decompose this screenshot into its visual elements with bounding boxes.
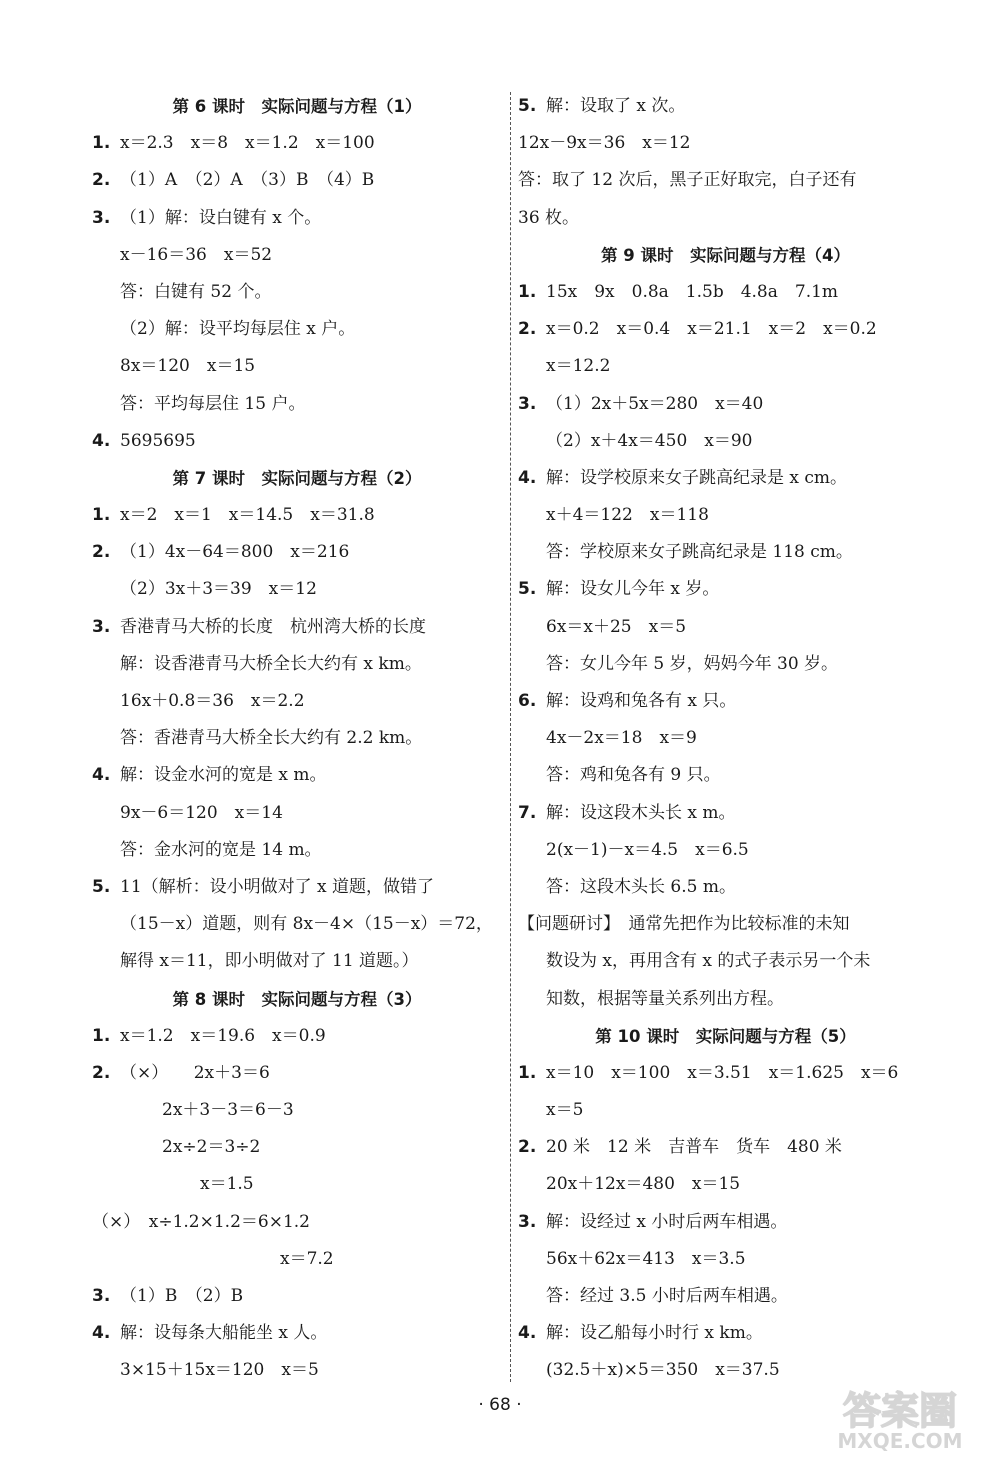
answer-text: 20x＋12x＝480 x＝15 <box>546 1174 741 1195</box>
answer-line <box>518 497 933 534</box>
answer-line <box>518 88 933 125</box>
question-number: 3. <box>92 207 111 228</box>
answer-line <box>518 1278 933 1315</box>
answer-text: 答：金水河的宽是 14 m。 <box>120 839 322 860</box>
answer-text: 答：学校原来女子跳高纪录是 118 cm。 <box>546 542 853 563</box>
answer-text: 4x－2x＝18 x＝9 <box>546 728 697 749</box>
watermark-text: 答案圈 <box>842 1389 958 1433</box>
answer-line <box>518 1092 933 1129</box>
answer-line <box>92 237 502 274</box>
question-number: 2. <box>518 319 537 340</box>
answer-line <box>518 460 933 497</box>
answer-line <box>92 1092 502 1129</box>
answer-line <box>92 943 502 980</box>
answer-text: x－16＝36 x＝52 <box>120 244 273 265</box>
question-number: 5. <box>518 96 537 116</box>
answer-line <box>518 609 933 646</box>
answer-line <box>518 1204 933 1241</box>
answer-line <box>92 348 502 385</box>
answer-line <box>92 200 502 237</box>
answer-text: 15x 9x 0.8a 1.5b 4.8a 7.1m <box>546 281 839 302</box>
answer-line <box>518 832 933 869</box>
question-number: 5. <box>92 876 111 897</box>
column-divider <box>510 92 511 1382</box>
question-number: 2. <box>92 170 111 191</box>
section-heading: 第 7 课时 实际问题与方程（2） <box>172 468 422 488</box>
answer-line <box>518 311 933 348</box>
answer-text: 答：女儿今年 5 岁，妈妈今年 30 岁。 <box>546 653 839 674</box>
answer-text: 答：这段木头长 6.5 m。 <box>546 876 736 897</box>
answer-text: 答：白键有 52 个。 <box>120 281 272 302</box>
answer-line <box>518 646 933 683</box>
answer-text: 解：设鸡和兔各有 x 只。 <box>546 691 737 711</box>
answer-line <box>92 609 502 646</box>
answer-text: 解：设金水河的宽是 x m。 <box>120 765 327 786</box>
answer-line <box>518 423 933 460</box>
answer-line <box>92 423 502 460</box>
answer-text: 3×15＋15x＝120 x＝5 <box>120 1360 319 1381</box>
answer-line <box>92 1129 502 1166</box>
answer-text: x＝1.5 <box>200 1174 254 1195</box>
question-number: 5. <box>518 579 537 600</box>
answer-line <box>92 1315 502 1352</box>
answer-line <box>518 1129 933 1166</box>
answer-text: x＝7.2 <box>280 1248 334 1269</box>
answer-line <box>92 534 502 571</box>
answer-text: x＝10 x＝100 x＝3.51 x＝1.625 x＝6 <box>546 1062 899 1083</box>
question-number: 4. <box>518 1323 537 1344</box>
answer-text: 2x÷2＝3÷2 <box>162 1137 261 1158</box>
answer-line <box>92 757 502 794</box>
question-number: 2. <box>92 1062 111 1083</box>
answer-text: 36 枚。 <box>518 207 580 228</box>
section-heading: 第 8 课时 实际问题与方程（3） <box>172 989 422 1009</box>
question-number: 4. <box>92 765 111 786</box>
answer-line <box>518 386 933 423</box>
answer-line <box>92 1166 502 1203</box>
answer-line <box>518 162 933 199</box>
answer-text: 2x＋3－3＝6－3 <box>162 1100 294 1121</box>
answer-line <box>92 720 502 757</box>
answer-text: 解：设每条大船能坐 x 人。 <box>120 1323 328 1344</box>
question-number: 3. <box>92 1286 111 1306</box>
answer-line <box>92 386 502 423</box>
answer-text: （1）2x＋5x＝280 x＝40 <box>546 393 764 414</box>
question-number: 7. <box>518 802 537 823</box>
answer-line <box>518 1241 933 1278</box>
answer-text: (32.5＋x)×5＝350 x＝37.5 <box>546 1360 780 1381</box>
answer-text: 16x＋0.8＝36 x＝2.2 <box>120 691 305 711</box>
answer-line <box>518 869 933 906</box>
answer-text: 2(x－1)－x＝4.5 x＝6.5 <box>546 839 749 860</box>
right-column <box>518 88 933 1390</box>
section-heading: 第 10 课时 实际问题与方程（5） <box>595 1026 856 1046</box>
answer-line <box>92 1018 502 1055</box>
answer-text: x＋4＝122 x＝118 <box>546 505 709 526</box>
answer-text: 11（解析：设小明做对了 x 道题，做错了 <box>120 876 435 897</box>
question-number: 3. <box>92 616 111 637</box>
answer-text: 解：设这段木头长 x m。 <box>546 802 736 823</box>
answer-line <box>518 274 933 311</box>
left-column <box>92 88 502 1390</box>
answer-text: 6x＝x＋25 x＝5 <box>546 616 687 637</box>
answer-text: 解：设经过 x 小时后两车相遇。 <box>546 1211 788 1232</box>
answer-text: x＝2 x＝1 x＝14.5 x＝31.8 <box>120 505 375 526</box>
answer-text: 答：平均每层住 15 户。 <box>120 393 306 414</box>
answer-text: 20 米 12 米 吉普车 货车 480 米 <box>546 1137 842 1158</box>
answer-line <box>92 274 502 311</box>
answer-text: （15－x）道题，则有 8x－4×（15－x）＝72， <box>120 914 493 935</box>
answer-line <box>518 125 933 162</box>
answer-text: 答：经过 3.5 小时后两车相遇。 <box>546 1286 788 1306</box>
answer-line <box>92 795 502 832</box>
answer-text: x＝12.2 <box>546 356 611 377</box>
answer-text: 知数，根据等量关系列出方程。 <box>546 988 784 1009</box>
answer-line <box>518 757 933 794</box>
question-number: 3. <box>518 1211 537 1232</box>
page-number: · 68 · <box>478 1395 522 1415</box>
answer-text: 8x＝120 x＝15 <box>120 356 256 377</box>
question-number: 1. <box>92 505 111 526</box>
answer-text: 12x－9x＝36 x＝12 <box>518 133 691 154</box>
answer-line <box>518 1315 933 1352</box>
question-number: 1. <box>92 1025 111 1046</box>
question-number: 1. <box>518 281 537 302</box>
answer-line <box>92 906 502 943</box>
answer-text: 56x＋62x＝413 x＝3.5 <box>546 1248 746 1269</box>
answer-text: x＝2.3 x＝8 x＝1.2 x＝100 <box>120 133 375 154</box>
answer-text: 9x－6＝120 x＝14 <box>120 802 283 823</box>
answer-text: x＝0.2 x＝0.4 x＝21.1 x＝2 x＝0.2 <box>546 319 877 340</box>
answer-text: 解：设乙船每小时行 x km。 <box>546 1323 763 1344</box>
answer-text: （1）4x－64＝800 x＝216 <box>120 542 350 563</box>
answer-line <box>92 1352 502 1389</box>
answer-line <box>518 348 933 385</box>
answer-line <box>92 162 502 199</box>
answer-line <box>518 981 933 1018</box>
answer-text: （1）B （2）B <box>120 1286 244 1306</box>
answer-line <box>518 943 933 980</box>
answer-line <box>518 534 933 571</box>
answer-line <box>92 646 502 683</box>
answer-text: x＝5 <box>546 1100 584 1121</box>
answer-line <box>518 720 933 757</box>
answer-line <box>518 683 933 720</box>
answer-line <box>92 1204 502 1241</box>
question-number: 1. <box>518 1062 537 1083</box>
answer-text: 解：设取了 x 次。 <box>546 96 686 116</box>
answer-text: 答：取了 12 次后，黑子正好取完，白子还有 <box>518 170 857 191</box>
answer-text: 解：设女儿今年 x 岁。 <box>546 579 720 600</box>
question-number: 1. <box>92 133 111 154</box>
answer-text: （2）3x＋3＝39 x＝12 <box>120 579 317 600</box>
answer-text: （1）解：设白键有 x 个。 <box>120 207 322 228</box>
section-heading: 第 6 课时 实际问题与方程（1） <box>172 97 422 116</box>
watermark-logo <box>813 1382 988 1454</box>
answer-text: （2）x＋4x＝450 x＝90 <box>546 430 753 451</box>
section-heading: 第 9 课时 实际问题与方程（4） <box>601 245 850 265</box>
answer-line <box>92 311 502 348</box>
question-number: 6. <box>518 691 537 711</box>
answer-text: （×） x÷1.2×1.2＝6×1.2 <box>92 1211 310 1232</box>
answer-text: （×） 2x＋3＝6 <box>120 1062 270 1083</box>
answer-line <box>518 1166 933 1203</box>
answer-text: 答：鸡和兔各有 9 只。 <box>546 765 721 786</box>
answer-line <box>518 795 933 832</box>
question-number: 2. <box>518 1137 537 1158</box>
answer-line <box>92 125 502 162</box>
question-number: 2. <box>92 542 111 563</box>
question-number: 4. <box>92 430 111 451</box>
answer-text: （2）解：设平均每层住 x 户。 <box>120 319 356 340</box>
watermark-sub: MXQE.COM <box>837 1429 963 1453</box>
answer-line <box>92 1241 502 1278</box>
answer-line <box>92 1278 502 1315</box>
answer-text: 答：香港青马大桥全长大约有 2.2 km。 <box>120 728 423 749</box>
answer-line <box>518 571 933 608</box>
answer-text: x＝1.2 x＝19.6 x＝0.9 <box>120 1025 326 1046</box>
question-number: 4. <box>92 1323 111 1344</box>
answer-line <box>518 906 933 943</box>
answer-line <box>518 200 933 237</box>
answer-text: （1）A （2）A （3）B （4）B <box>120 170 375 191</box>
answer-line <box>92 497 502 534</box>
answer-text: 数设为 x，再用含有 x 的式子表示另一个未 <box>546 951 871 972</box>
question-number: 3. <box>518 393 537 414</box>
answer-line <box>92 869 502 906</box>
answer-line <box>92 683 502 720</box>
answer-text: 5695695 <box>120 430 196 451</box>
question-number: 4. <box>518 467 537 488</box>
answer-text: 香港青马大桥的长度 杭州湾大桥的长度 <box>120 616 426 637</box>
answer-text: 解：设香港青马大桥全长大约有 x km。 <box>120 653 422 674</box>
answer-text: 【问题研讨】 通常先把作为比较标准的未知 <box>518 914 850 935</box>
answer-line <box>518 1055 933 1092</box>
answer-line <box>92 571 502 608</box>
answer-text: 解：设学校原来女子跳高纪录是 x cm。 <box>546 467 848 488</box>
answer-line <box>92 832 502 869</box>
answer-text: 解得 x＝11，即小明做对了 11 道题。） <box>120 951 419 972</box>
answer-line <box>92 1055 502 1092</box>
